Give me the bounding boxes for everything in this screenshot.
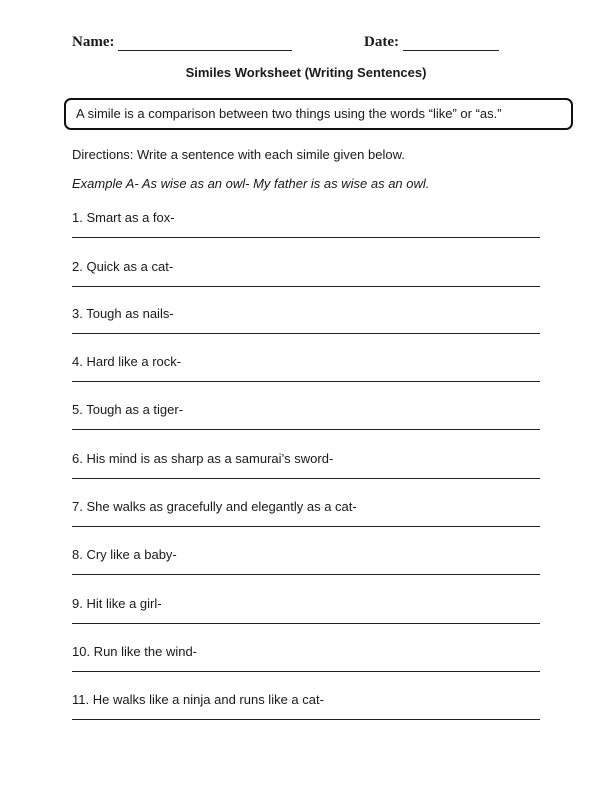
list-item <box>72 451 540 466</box>
date-label: Date: <box>364 34 399 50</box>
answer-line[interactable] <box>72 478 540 479</box>
list-item <box>72 354 540 369</box>
item-prompt: 4. Hard like a rock- <box>72 354 182 369</box>
date-input-line[interactable] <box>403 36 499 51</box>
list-item <box>72 644 540 659</box>
answer-line[interactable] <box>72 526 540 527</box>
list-item <box>72 259 540 274</box>
item-prompt: 11. He walks like a ninja and runs like a cat- <box>72 692 324 707</box>
item-prompt: 7. She walks as gracefully and elegantly as a cat- <box>72 499 357 514</box>
name-label: Name: <box>72 34 115 50</box>
answer-line[interactable] <box>72 237 540 238</box>
answer-line[interactable] <box>72 286 540 287</box>
definition-box <box>64 98 573 130</box>
list-item <box>72 306 540 321</box>
list-item <box>72 596 540 611</box>
item-prompt: 8. Cry like a baby- <box>72 547 177 562</box>
list-item <box>72 402 540 417</box>
item-prompt: 9. Hit like a girl- <box>72 596 162 611</box>
item-prompt: 10. Run like the wind- <box>72 644 198 659</box>
name-input-line[interactable] <box>118 36 292 51</box>
item-prompt: 6. His mind is as sharp as a samurai’s sword- <box>72 451 334 466</box>
list-item <box>72 692 540 707</box>
answer-line[interactable] <box>72 671 540 672</box>
answer-line[interactable] <box>72 381 540 382</box>
item-prompt: 1. Smart as a fox- <box>72 210 175 225</box>
list-item <box>72 210 540 225</box>
definition-text: A simile is a comparison between two things using the words “like” or “as.” <box>76 106 502 121</box>
example-text: Example A- As wise as an owl- My father is as wise as an owl. <box>72 176 430 191</box>
list-item <box>72 499 540 514</box>
item-prompt: 3. Tough as nails- <box>72 306 174 321</box>
answer-line[interactable] <box>72 719 540 720</box>
worksheet-title: Similes Worksheet (Writing Sentences) <box>185 65 427 80</box>
answer-line[interactable] <box>72 623 540 624</box>
answer-line[interactable] <box>72 333 540 334</box>
list-item <box>72 547 540 562</box>
date-field <box>364 34 499 51</box>
item-prompt: 2. Quick as a cat- <box>72 259 174 274</box>
answer-line[interactable] <box>72 574 540 575</box>
name-field <box>72 34 292 51</box>
answer-line[interactable] <box>72 429 540 430</box>
directions-text: Directions: Write a sentence with each simile given below. <box>72 147 405 162</box>
item-prompt: 5. Tough as a tiger- <box>72 402 184 417</box>
